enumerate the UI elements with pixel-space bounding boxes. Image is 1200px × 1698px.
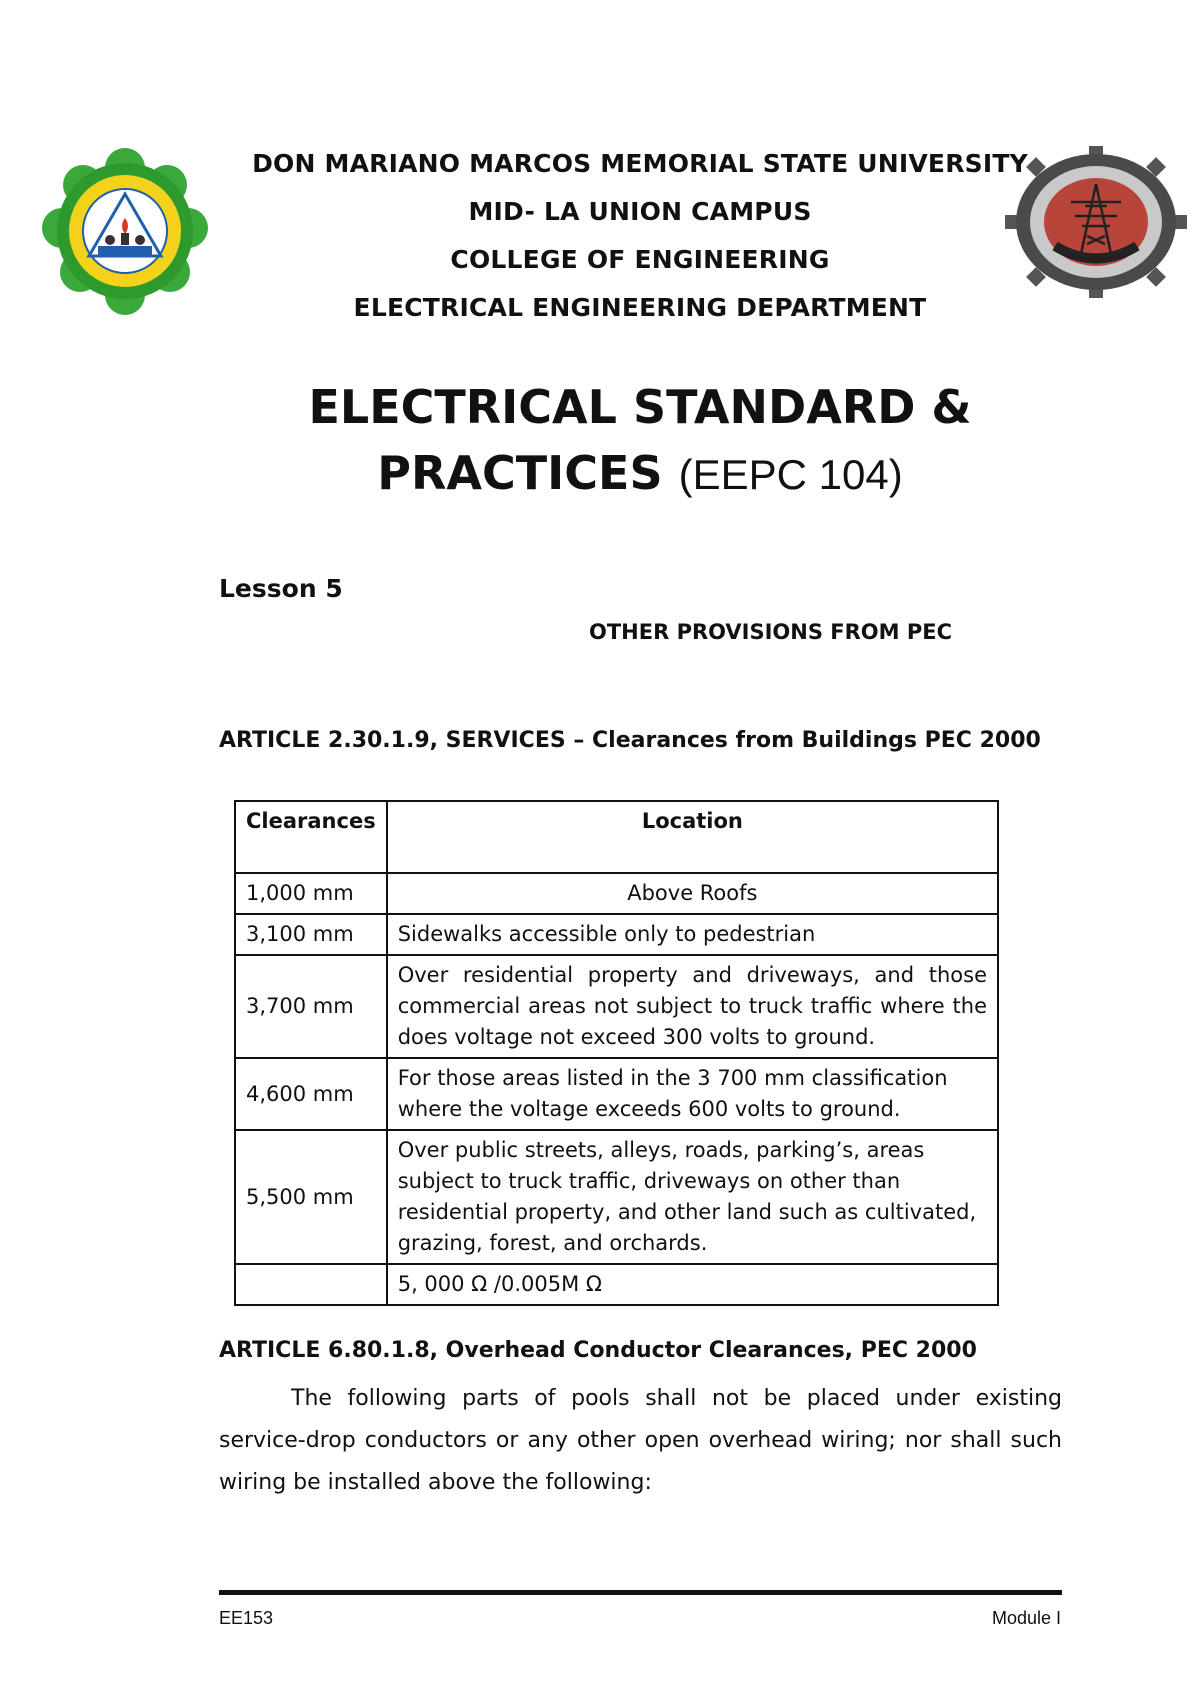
table-header-row [235, 801, 998, 873]
table-row [235, 955, 998, 1058]
clearance-cell: 5,500 mm [235, 1130, 387, 1264]
document-title [0, 374, 1200, 508]
header-location: Location [387, 801, 998, 873]
clearance-cell: 4,600 mm [235, 1058, 387, 1130]
clearance-cell [235, 1264, 387, 1305]
footer-module: Module I [991, 1608, 1061, 1628]
footer-divider [219, 1590, 1062, 1595]
clearance-cell: 3,700 mm [235, 955, 387, 1058]
footer-course-code: EE153 [219, 1608, 274, 1628]
college-name: COLLEGE OF ENGINEERING [450, 245, 830, 274]
title-main: PRACTICES [377, 446, 663, 500]
location-cell: Over public streets, alleys, roads, parking’s, areas subject to truck traffic, driveways on other than residential property, and other land such as cultivated, grazing, forest, and orchards. [387, 1130, 998, 1264]
course-code: (EEPC 104) [678, 451, 903, 498]
location-cell: 5, 000 Ω /0.005M Ω [387, 1264, 998, 1305]
location-cell: Over residential property and driveways, and those commercial areas not subject to truck traffic where the does voltage not exceed 300 volts to ground. [387, 955, 998, 1058]
body-paragraph: The following parts of pools shall not be placed under existing service-drop conductors or any other open overhead wiring; nor shall such wiring be installed above the following: [219, 1386, 1062, 1495]
lesson-subtitle: OTHER PROVISIONS FROM PEC [589, 620, 953, 644]
clearance-cell: 1,000 mm [235, 873, 387, 914]
article-heading-services: ARTICLE 2.30.1.9, SERVICES – Clearances from Buildings PEC 2000 [219, 728, 1041, 753]
title-line-2 [0, 440, 1200, 508]
table-row [235, 1130, 998, 1264]
clearance-cell: 3,100 mm [235, 914, 387, 955]
header-clearances: Clearances [235, 801, 387, 873]
table-row [235, 1264, 998, 1305]
department-name: ELECTRICAL ENGINEERING DEPARTMENT [353, 293, 927, 322]
institution-header [0, 140, 1200, 332]
location-cell: For those areas listed in the 3 700 mm classification where the voltage exceeds 600 volts to ground. [387, 1058, 998, 1130]
campus-name: MID- LA UNION CAMPUS [468, 197, 812, 226]
university-name: DON MARIANO MARCOS MEMORIAL STATE UNIVERSITY [252, 149, 1028, 178]
table-row [235, 1058, 998, 1130]
title-line-1: ELECTRICAL STANDARD & [308, 380, 972, 434]
article-heading-overhead: ARTICLE 6.80.1.8, Overhead Conductor Clearances, PEC 2000 [219, 1338, 977, 1363]
table-row [235, 873, 998, 914]
table-row [235, 914, 998, 955]
clearances-table [234, 800, 999, 1306]
location-cell: Sidewalks accessible only to pedestrian [387, 914, 998, 955]
lesson-label: Lesson 5 [219, 574, 343, 603]
location-cell: Above Roofs [387, 873, 998, 914]
